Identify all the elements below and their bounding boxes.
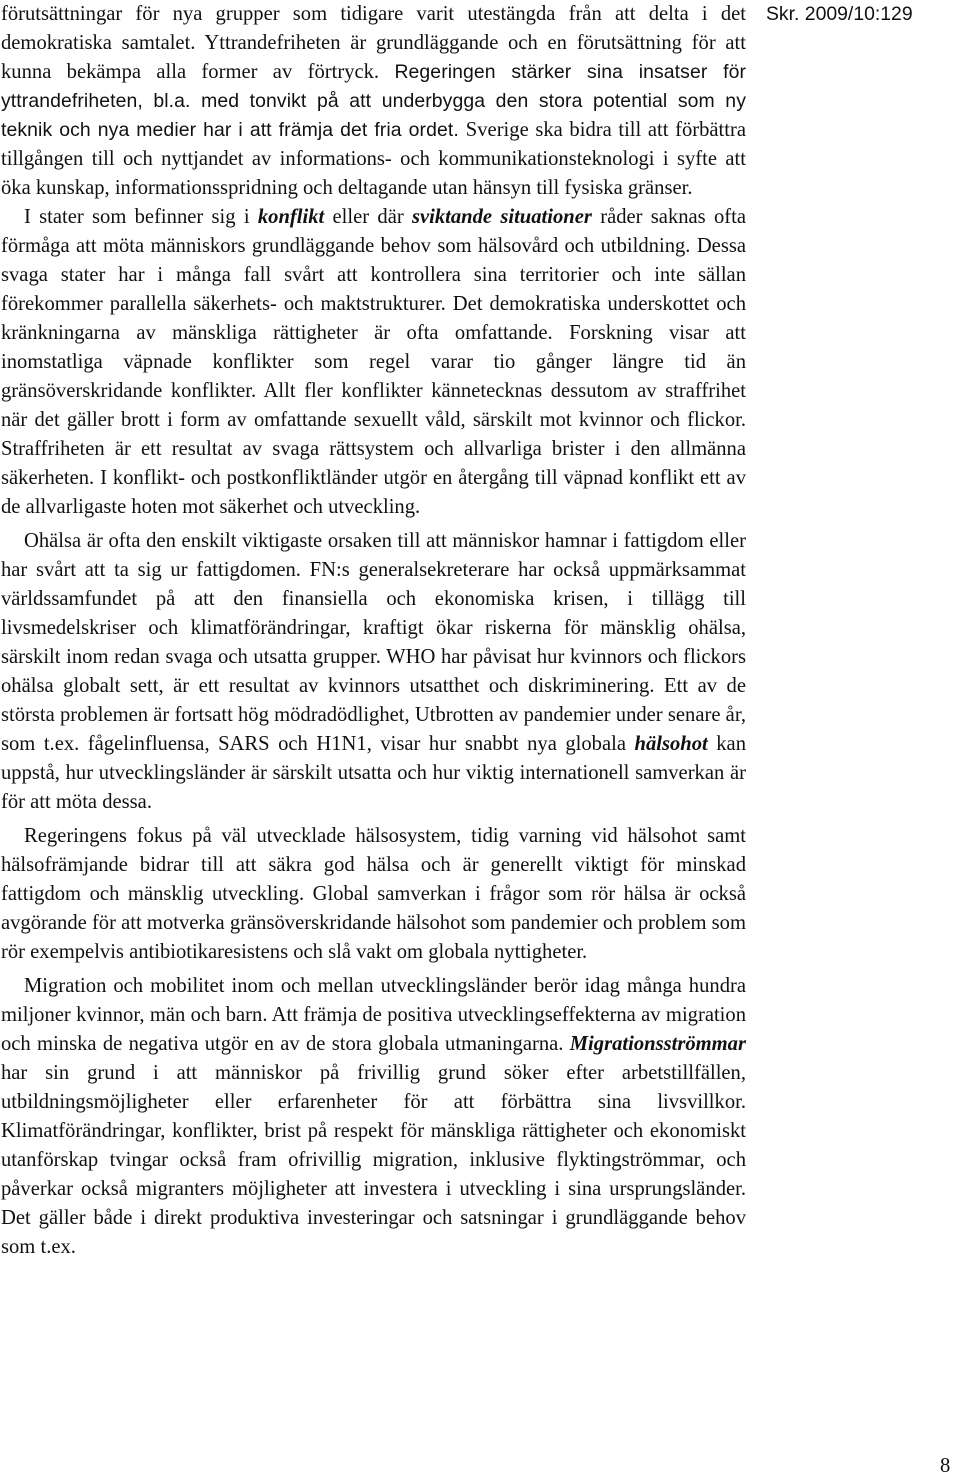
paragraph-health-systems	[1, 822, 746, 967]
page-number: 8	[940, 1455, 951, 1477]
text-segment: Migration och mobilitet inom och mellan utvecklingsländer berör idag många hundra miljoner kvinnor, män och barn. Att främja de positiva utvecklingseffekterna av migration och minska de negativa utgör en av de stora globala utmaningarna.	[1, 975, 746, 1055]
paragraph-freedom-of-expression	[1, 0, 746, 203]
emphasis-term: konflikt	[257, 206, 325, 228]
emphasis-term: hälsohot	[634, 733, 708, 755]
running-reference: Skr. 2009/10:129	[766, 3, 913, 25]
text-segment: I stater som befinner sig i	[24, 206, 258, 228]
text-segment: Sverige ska bidra till att förbättra tillgången till och nyttjandet av informations- och kommunikationsteknologi i syfte att öka kunskap, informationsspridning och deltagande utan hänsyn till fysiska gränser.	[1, 119, 746, 199]
text-segment: råder saknas ofta förmåga att möta människors grundläggande behov som hälsovård och utbildning. Dessa svaga stater har i många fall svårt att kontrollera sina territorier och inte sällan förekommer parallella säkerhets- och maktstrukturer. Det demokratiska underskottet och kränkningarna av mänskliga rättigheter är ofta omfattande. Forskning visar att inomstatliga väpnade konflikter som regel varar tio gånger längre tid än gränsöverskridande konflikter. Allt fler konflikter kännetecknas dessutom av straffrihet när det gäller brott i form av omfattande sexuellt våld, särskilt mot kvinnor och flickor. Straffriheten är ett resultat av svaga rättsystem och allvarliga brister i den allmänna säkerheten. I konflikt- och postkonfliktländer utgör en återgång till väpnad konflikt ett av de allvarligaste hoten mot säkerhet och utveckling.	[1, 206, 746, 518]
text-segment: har sin grund i att människor på frivillig grund söker efter arbetstillfällen, utbildningsmöjligheter eller erfarenheter för att förbättra sina livsvillkor. Klimatförändringar, konflikter, brist på respekt för mänskliga rättigheter och ekonomiskt utanförskap tvingar också fram ofrivillig migration, inklusive flyktingströmmar, och påverkar också migranters möjligheter att investera i utveckling i sina ursprungsländer. Det gäller både i direkt produktiva investeringar och satsningar i grundläggande behov som t.ex.	[1, 1062, 746, 1258]
text-segment: Ohälsa är ofta den enskilt viktigaste orsaken till att människor hamnar i fattigdom eller har svårt att ta sig ur fattigdomen. FN:s generalsekreterare har också uppmärksammat världssamfundet på att den finansiella och ekonomiska krisen, i tillägg till livsmedelskriser och klimatförändringar, kraftigt ökar riskerna för mänsklig ohälsa, särskilt inom redan svaga och utsatta grupper. WHO har påvisat hur kvinnors och flickors ohälsa globalt sett, är ett resultat av kvinnors utsatthet och diskriminering. Ett av de största problemen är fortsatt hög mödradödlighet, Utbrotten av pandemier under senare år, som t.ex. fågelinfluensa, SARS och H1N1, visar hur snabbt nya globala	[1, 530, 746, 755]
paragraph-conflict-states	[1, 203, 746, 522]
body-text-column	[1, 0, 746, 1262]
emphasis-term: sviktande situationer	[411, 206, 592, 228]
paragraph-ill-health	[1, 527, 746, 817]
paragraph-migration	[1, 972, 746, 1262]
text-segment: kan uppstå, hur utvecklingsländer är särskilt utsatta och hur viktig internationell samverkan är för att möta dessa.	[1, 733, 746, 813]
text-segment: förutsättningar för nya grupper som tidigare varit utestängda från att delta i det demokratiska samtalet. Yttrandefriheten är grundläggande och en förutsättning för att kunna bekämpa alla former av förtryck.	[1, 3, 746, 83]
emphasis-term: Migrationsströmmar	[569, 1033, 746, 1055]
text-segment-sans: Regeringen stärker sina insatser för yttrandefriheten, bl.a. med tonvikt på att underbygga den stora potential som ny teknik och nya medier har i att främja det fria ordet.	[1, 61, 747, 141]
text-segment: Regeringens fokus på väl utvecklade hälsosystem, tidig varning vid hälsohot samt hälsofrämjande bidrar till att säkra god hälsa och är generellt viktigt för minskad fattigdom och mänsklig utveckling. Global samverkan i frågor som rör hälsa är också avgörande för att motverka gränsöverskridande hälsohot som pandemier och problem som rör exempelvis antibiotikaresistens och slå vakt om globala nyttigheter.	[1, 825, 746, 963]
text-segment: eller där	[324, 206, 412, 228]
